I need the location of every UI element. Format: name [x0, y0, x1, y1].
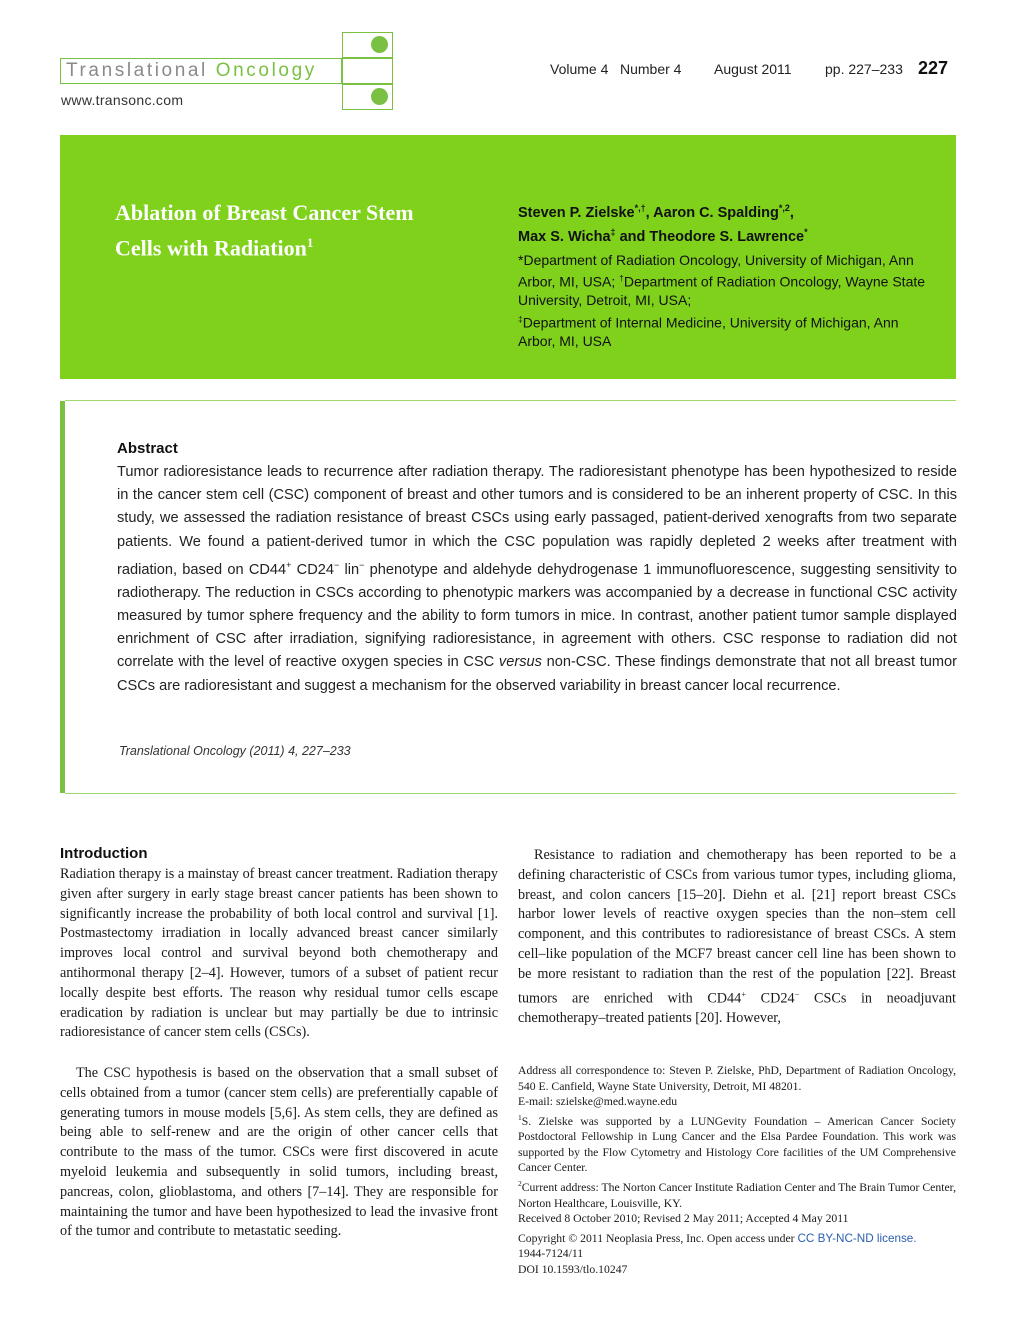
body-text-segment: CSCs in neoadjuvant chemotherapy–treated patients [20]. However, — [518, 990, 956, 1027]
title-footnote-marker: 1 — [306, 235, 314, 250]
footnotes — [518, 1063, 956, 1278]
author-affiliation-marker: * — [804, 226, 808, 237]
body-paragraph — [518, 846, 956, 1029]
body-text-segment: CD24 — [746, 990, 795, 1007]
affiliation-marker: * — [518, 252, 524, 268]
affiliation-text: Department of Internal Medicine, University of Michigan, Ann Arbor, MI, USA — [518, 314, 899, 349]
abstract-text-segment: phenotype and aldehyde dehydrogenase 1 immunofluorescence, suggesting sensitivity to radiotherapy. The reduction in CSCs according to phenotypic markers was accompanied by a decrease in functional CSC activity measured by tumor sphere frequency and the ability to form tumors in mice. In contrast, another patient tumor sample displayed enrichment of CSC after irradiation, signifying radioresistance, in agreement with others. CSC response to radiation did not correlate with the level of reactive oxygen species in CSC — [117, 561, 957, 671]
logo-grid-cell — [342, 58, 393, 84]
author-list: Steven P. Zielske*,†, Aaron C. Spalding$^{*,2}$, Max S. Wicha‡ and Theodore S. Lawrence* — [518, 203, 808, 245]
author-affiliation-marker: ‡ — [610, 226, 616, 237]
body-superscript: − — [794, 988, 800, 999]
abstract-text — [117, 461, 957, 698]
correspondence-email[interactable]: E-mail: szielske@med.wayne.edu — [518, 1095, 678, 1109]
page-number: 227 — [918, 58, 949, 78]
author-name: Steven P. Zielske — [518, 204, 635, 221]
abstract-text-segment: Tumor radioresistance leads to recurrence after radiation therapy. The radioresistant phenotype has been hypothesized to reside in the cancer stem cell (CSC) component of breast and other tumors and is considered to be an inherent property of CSC. In this study, we assessed the radiation resistance of breast CSCs using early passaged, patient-derived xenografts from two separate patients. We found a patient-derived tumor in which the CSC population was rapidly depleted 2 weeks after treatment with radiation, based on CD44 — [117, 464, 957, 578]
footnote-marker: 1 — [518, 1112, 522, 1122]
article-dates: Received 8 October 2010; Revised 2 May 2011; Accepted 4 May 2011 — [518, 1212, 849, 1226]
author-affiliation-marker: *,2 — [778, 203, 790, 213]
issue-number: Number 4 — [620, 61, 682, 77]
abstract-superscript: − — [359, 559, 365, 570]
abstract-text-segment: lin — [339, 561, 360, 578]
correspondence-note: Address all correspondence to: Steven P. Zielske, PhD, Department of Radiation Oncology, 540 E. Canfield, Wayne State University, Detroit, MI 48201. — [518, 1064, 956, 1093]
funding-footnote — [518, 1110, 956, 1176]
logo-dot-icon — [371, 88, 388, 105]
copyright-line — [518, 1231, 956, 1247]
journal-logo — [66, 60, 317, 82]
title-line-2: Cells with Radiation — [115, 235, 307, 261]
body-column-left — [60, 865, 498, 1043]
affiliation-marker: ‡ — [518, 313, 523, 324]
abstract-superscript: − — [333, 559, 340, 570]
journal-logo-grid — [342, 32, 393, 110]
body-text-segment: Resistance to radiation and chemotherapy has been reported to be a defining characteristic of CSCs from various tumor types, including glioma, breast, and colon cancers [15–20]. Diehn et al. [21] report breast CSCs harbor lower levels of reactive oxygen species than the non–stem cell component, and this contributes to radioresistance of breast CSCs. A stem cell–like population of the MCF7 breast cancer cell line has been shown to be more resistant to radiation than the rest of the population [22]. Breast tumors are enriched with CD44 — [518, 847, 956, 1007]
author-name: Max S. Wicha — [518, 228, 611, 245]
address-footnote — [518, 1176, 956, 1211]
issn: 1944-7124/11 — [518, 1247, 584, 1261]
journal-name-part2: Oncology — [215, 60, 317, 81]
footnote-text: Current address: The Norton Cancer Institute Radiation Center and The Brain Tumor Center, Norton Healthcare, Louisville, KY. — [518, 1180, 956, 1210]
author-name: Aaron C. Spalding — [653, 204, 779, 221]
affiliation-text: Department of Radiation Oncology, Wayne State University, Detroit, MI, USA; — [518, 274, 926, 309]
abstract-text-segment: non-CSC. These findings demonstrate that not all breast tumor CSCs are radioresistant and suggest a mechanism for the observed variability in breast cancer local recurrence. — [117, 654, 958, 694]
journal-name-part1: Translational — [66, 60, 208, 81]
doi[interactable]: DOI 10.1593/tlo.10247 — [518, 1262, 628, 1276]
issue-date: August 2011 — [714, 61, 792, 77]
issue-volume: Volume 4 — [550, 61, 609, 77]
abstract-heading: Abstract — [117, 440, 178, 457]
footnote-marker: 2 — [518, 1179, 522, 1189]
abstract-superscript: + — [286, 559, 292, 570]
affiliations — [518, 251, 928, 350]
title-line-1: Ablation of Breast Cancer Stem — [115, 200, 414, 225]
body-column-right — [518, 846, 956, 1029]
license-link[interactable]: CC BY-NC-ND license. — [797, 1231, 917, 1245]
logo-dot-icon — [371, 36, 388, 53]
copyright-text: Copyright © 2011 Neoplasia Press, Inc. Open access under — [518, 1231, 798, 1245]
abstract-divider — [65, 793, 956, 794]
abstract-italic-word: versus — [498, 654, 542, 671]
body-paragraph: Radiation therapy is a mainstay of breast cancer treatment. Radiation therapy given after surgery in early stage breast cancer patients has been shown to significantly increase the probability of both local control and survival [1]. Postmastectomy irradiation in locally advanced breast cancer similarly improves local control and survival beyond both chemotherapy and antihormonal therapy [2–4]. However, tumors of a subset of patient recur locally despite best efforts. The reason why residual tumor cells escape eradication by radiation is unclear but may partially be due to intrinsic radioresistance of cancer stem cells (CSCs). — [60, 866, 498, 1041]
author-name: Theodore S. Lawrence — [649, 228, 805, 245]
section-heading-introduction: Introduction — [60, 845, 148, 862]
journal-url[interactable]: www.transonc.com — [61, 92, 184, 108]
abstract-text-segment: CD24 — [291, 561, 334, 578]
affiliation-marker: † — [619, 273, 624, 284]
issue-pages: pp. 227–233 — [825, 61, 903, 77]
body-paragraph: The CSC hypothesis is based on the observation that a small subset of cells obtained from a tumor (cancer stem cells) are preferentially capable of generating tumors in mouse models [5,6]. As stem cells, they are defined as being able to self-renew and are the origin of other cancer cells that contribute to the mass of the tumor. CSCs were first discovered in acute myeloid leukemia and subsequently in solid tumors, including breast, pancreas, colon, glioblastoma, and others [7–14]. They are responsible for maintaining the tumor and have been hypothesized to lead the invasive front of the tumor and contribute to metastatic seeding. — [60, 1065, 498, 1240]
body-column-left-continued — [60, 1064, 498, 1242]
body-superscript: + — [741, 988, 747, 999]
author-affiliation-marker: *,† — [634, 203, 646, 213]
abstract-divider — [65, 400, 956, 401]
footnote-text: S. Zielske was supported by a LUNGevity Foundation – American Cancer Society Postdoctoral Fellowship in Lung Cancer and the Elsa Pardee Foundation. This work was supported by the Flow Cytometry and Histology Core facilities of the UM Comprehensive Cancer Center. — [518, 1114, 956, 1175]
abstract-citation: Translational Oncology (2011) 4, 227–233 — [119, 744, 351, 758]
affiliation-text: Department of Radiation Oncology, University of Michigan, Ann Arbor, MI, USA; — [518, 252, 914, 291]
article-title — [115, 198, 495, 263]
